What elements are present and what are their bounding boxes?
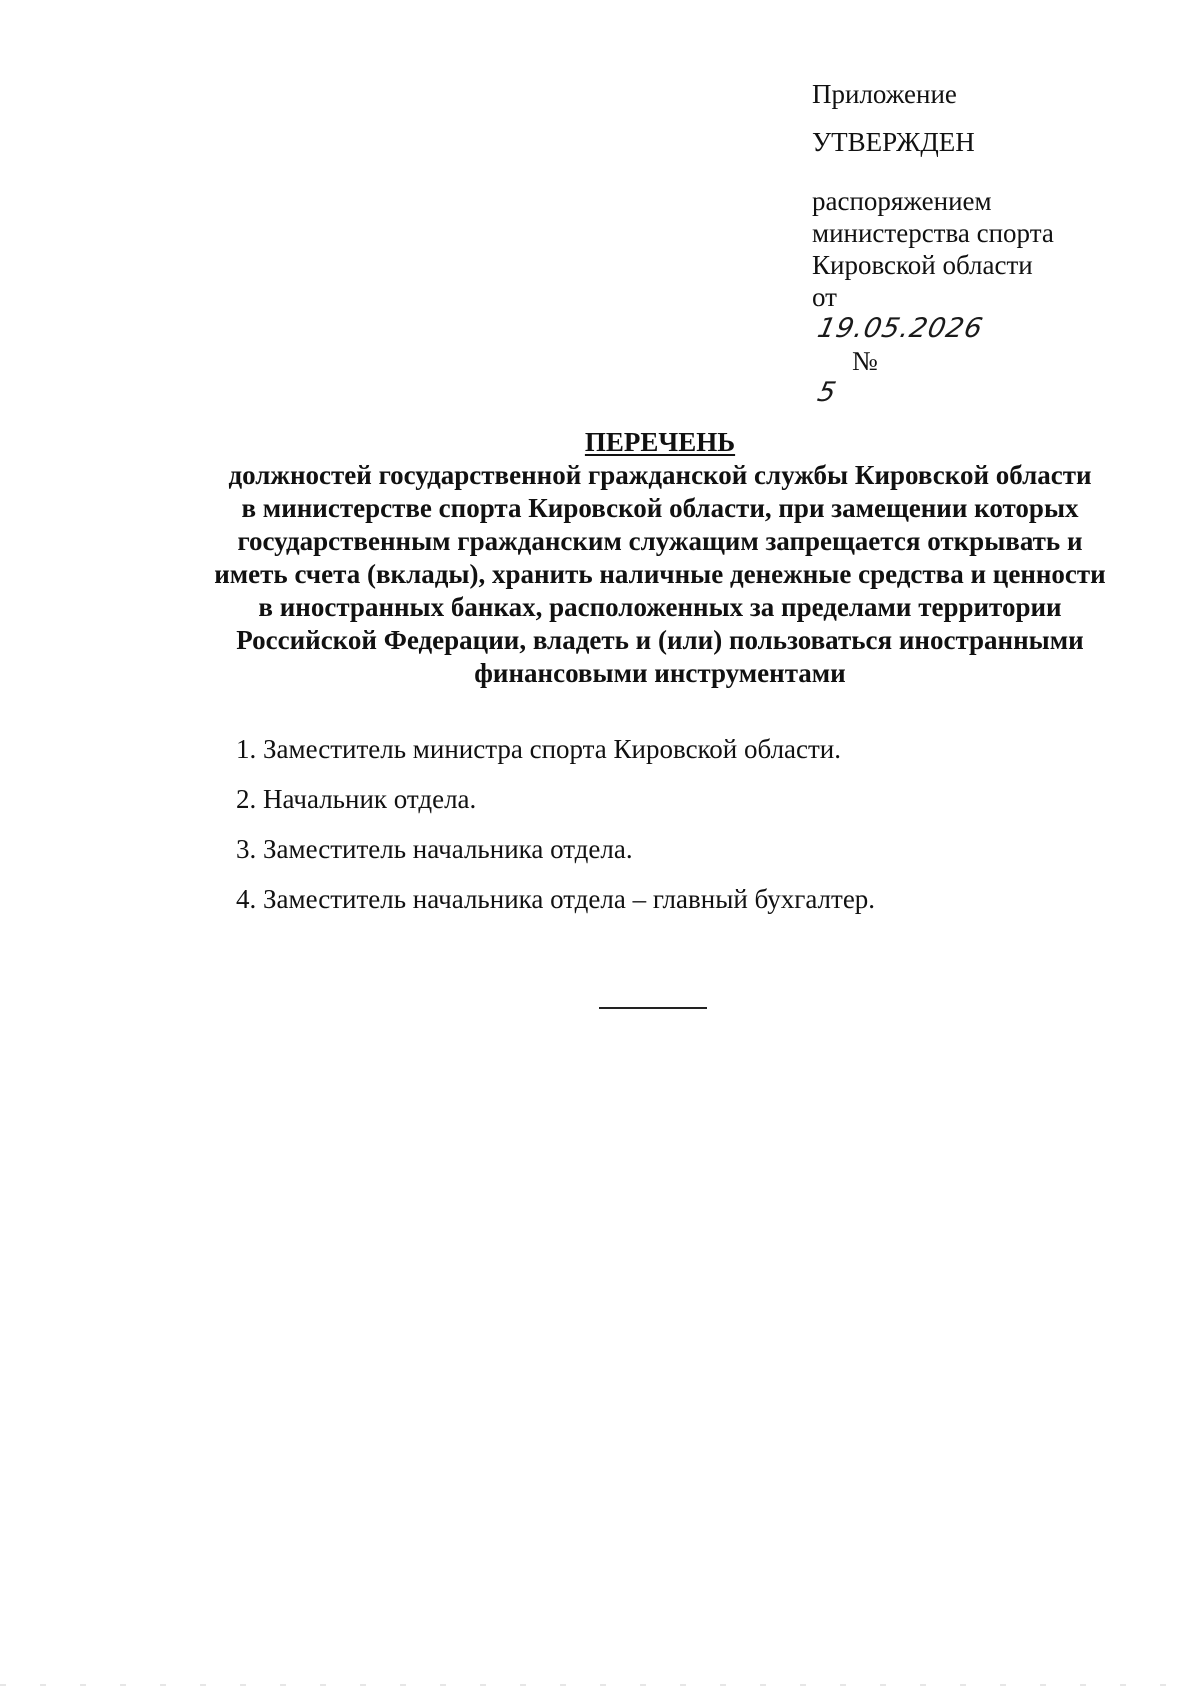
order-line: министерства спорта — [812, 218, 1054, 248]
list-item: 1. Заместитель министра спорта Кировской области. — [236, 734, 842, 764]
document-title — [140, 426, 1180, 690]
document-heading: ПЕРЕЧЕНЬ — [584, 427, 736, 457]
list-item: 2. Начальник отдела. — [236, 784, 477, 814]
appendix-label: Приложение — [812, 79, 957, 109]
closing-divider — [599, 1007, 707, 1009]
subtitle-line: государственным гражданским служащим запрещается открывать и — [237, 526, 1083, 556]
handwritten-date: 19.05.2026 — [814, 313, 986, 344]
order-reference — [812, 185, 1172, 409]
subtitle-line: в иностранных банках, расположенных за пределами территории — [258, 592, 1062, 622]
date-prefix: от — [812, 282, 837, 312]
order-date-line — [812, 281, 1172, 409]
approved-label: УТВЕРЖДЕН — [812, 127, 975, 157]
list-item: 3. Заместитель начальника отдела. — [236, 834, 633, 864]
handwritten-number: 5 — [814, 377, 840, 408]
order-line: распоряжением — [812, 186, 992, 216]
subtitle-line: должностей государственной гражданской службы Кировской области — [228, 460, 1092, 490]
subtitle-line: в министерстве спорта Кировской области, при замещении которых — [241, 493, 1079, 523]
number-sign: № — [852, 346, 878, 376]
subtitle-line: иметь счета (вклады), хранить наличные денежные средства и ценности — [214, 559, 1106, 589]
positions-list — [236, 733, 1136, 933]
approval-block — [812, 78, 1172, 409]
order-line: Кировской области — [812, 250, 1033, 280]
subtitle-line: финансовыми инструментами — [474, 658, 846, 688]
scan-edge-artifact — [0, 1684, 1200, 1686]
subtitle-line: Российской Федерации, владеть и (или) пользоваться иностранными — [236, 625, 1084, 655]
list-item: 4. Заместитель начальника отдела – главный бухгалтер. — [236, 884, 876, 914]
